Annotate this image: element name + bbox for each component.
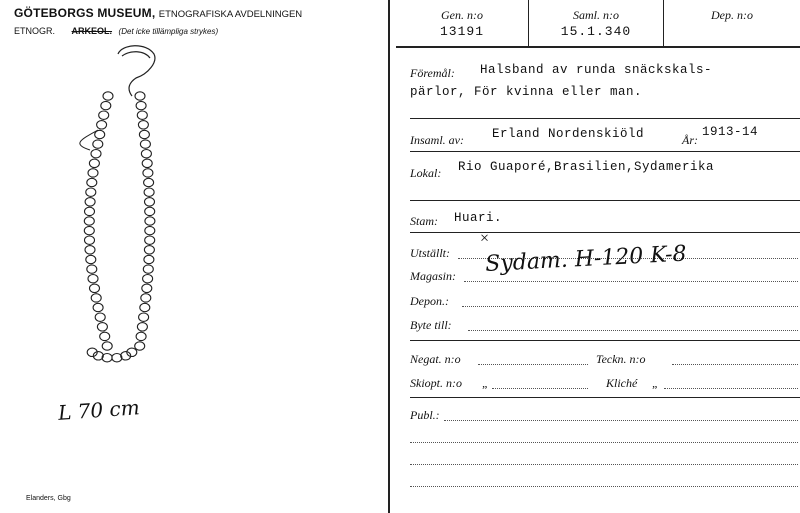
necklace-bead [95,313,105,321]
department-name: ETNOGRAFISKA AVDELNINGEN [158,9,303,20]
necklace-bead [145,198,155,206]
necklace-bead [88,169,98,177]
necklace-bead [138,121,148,129]
saml-number-cell [529,0,664,46]
gen-label: Gen. n:o [441,8,483,22]
necklace-bead [93,140,103,148]
publ-label: Publ.: [410,408,440,422]
stam-label: Stam: [410,214,438,228]
museum-name: GÖTEBORGS MUSEUM, [14,6,156,20]
necklace-bead [139,313,149,321]
negat-dotline [478,364,588,365]
necklace-bead [143,169,153,177]
necklace-bead [97,121,107,129]
stam-value: Huari. [454,211,503,225]
byte-label: Byte till: [410,318,452,332]
printer-mark: Elanders, Gbg [26,495,71,502]
necklace-bead [102,342,112,350]
byte-rule [410,340,800,341]
necklace-bead [144,188,154,196]
insaml-rule [410,151,800,152]
necklace-bead [143,265,153,273]
foremal-line2: pärlor, För kvinna eller man. [410,85,643,99]
lokal-label: Lokal: [410,166,442,180]
strike-note: (Det icke tillämpliga strykes) [118,27,219,36]
necklace-bead [135,92,145,100]
teckn-label: Teckn. n:o [596,352,646,366]
ar-value: 1913-14 [702,125,759,139]
necklace-bead [144,255,154,263]
necklace-bead [85,207,95,215]
struck-word: ARKEOL. [71,26,113,36]
catalog-form [396,0,800,513]
necklace-bead [145,226,155,234]
saml-value: 15.1.340 [560,24,632,39]
insaml-label: Insaml. av: [410,133,464,147]
necklace-bead [145,236,155,244]
necklace-bead [136,332,146,340]
necklace-bead [140,303,150,311]
lokal-value: Rio Guaporé,Brasilien,Sydamerika [458,160,715,174]
necklace-bead [84,217,94,225]
necklace-bead [142,284,152,292]
necklace-bead [85,236,95,244]
necklace-bead [145,217,155,225]
header-rule [396,46,800,48]
ditto-mark-1: „ [482,376,489,390]
necklace-bead [89,159,99,167]
museum-header [14,6,302,20]
insaml-value: Erland Nordenskiöld [492,127,645,141]
foremal-label: Föremål: [410,66,455,80]
ditto-mark-2: „ [652,376,659,390]
stam-rule [410,232,800,233]
necklace-bead [144,246,154,254]
depon-dotline [462,306,798,307]
kliche-rule [410,397,800,398]
saml-label: Saml. n:o [573,8,619,22]
necklace-bead [87,265,97,273]
kliche-dotline [664,388,798,389]
necklace-bead [103,92,113,100]
gen-number-cell [396,0,529,46]
necklace-bead [91,150,101,158]
magasin-label: Magasin: [410,269,456,283]
publ-dotline-1 [444,420,798,421]
dep-label: Dep. n:o [711,8,753,22]
necklace-bead [141,150,151,158]
necklace-bead [93,303,103,311]
ar-label: År: [682,133,698,147]
necklace-bead [85,246,95,254]
card-left-panel [0,0,385,513]
necklace-drawing [60,40,190,380]
necklace-bead [140,140,150,148]
necklace-bead [112,354,122,362]
foremal-line1: Halsband av runda snäckskals- [480,63,713,77]
necklace-bead [101,101,111,109]
publ-dotline-3 [410,464,798,465]
necklace-bead [84,226,94,234]
necklace-bead [137,323,147,331]
necklace-bead [97,323,107,331]
necklace-bead [90,284,100,292]
necklace-bead [88,275,98,283]
publ-dotline-4 [410,486,798,487]
necklace-bead [99,111,109,119]
necklace-bead [85,198,95,206]
gen-value: 13191 [439,24,484,39]
byte-dotline [468,330,798,331]
necklace-bead [141,294,151,302]
utstallt-label: Utställt: [410,246,451,260]
necklace-bead [87,178,97,186]
utstallt-mark: × [480,230,490,247]
lokal-rule [410,200,800,201]
necklace-bead [91,294,101,302]
necklace-bead [144,178,154,186]
magasin-dotline [464,281,798,282]
length-note: L 70 cm [57,395,141,425]
necklace-bead [136,101,146,109]
necklace-bead [139,130,149,138]
skiopt-label: Skiopt. n:o [410,376,462,390]
necklace-bead [143,275,153,283]
dep-number-cell [664,0,800,46]
etnogr-label: ETNOGR. [14,26,56,36]
foremal-rule [410,118,800,119]
department-line [14,26,218,36]
necklace-bead [145,207,155,215]
skiopt-dotline [492,388,588,389]
depon-label: Depon.: [410,294,449,308]
necklace-bead [135,342,145,350]
necklace-bead [100,332,110,340]
necklace-bead [137,111,147,119]
negat-label: Negat. n:o [410,352,461,366]
necklace-bead [142,159,152,167]
teckn-dotline [672,364,798,365]
necklace-bead [86,188,96,196]
necklace-bead [86,255,96,263]
publ-dotline-2 [410,442,798,443]
kliche-label: Kliché [606,376,638,390]
magasin-value: Sydam. H-120 K-8 [484,241,688,277]
card-divider [388,0,390,513]
